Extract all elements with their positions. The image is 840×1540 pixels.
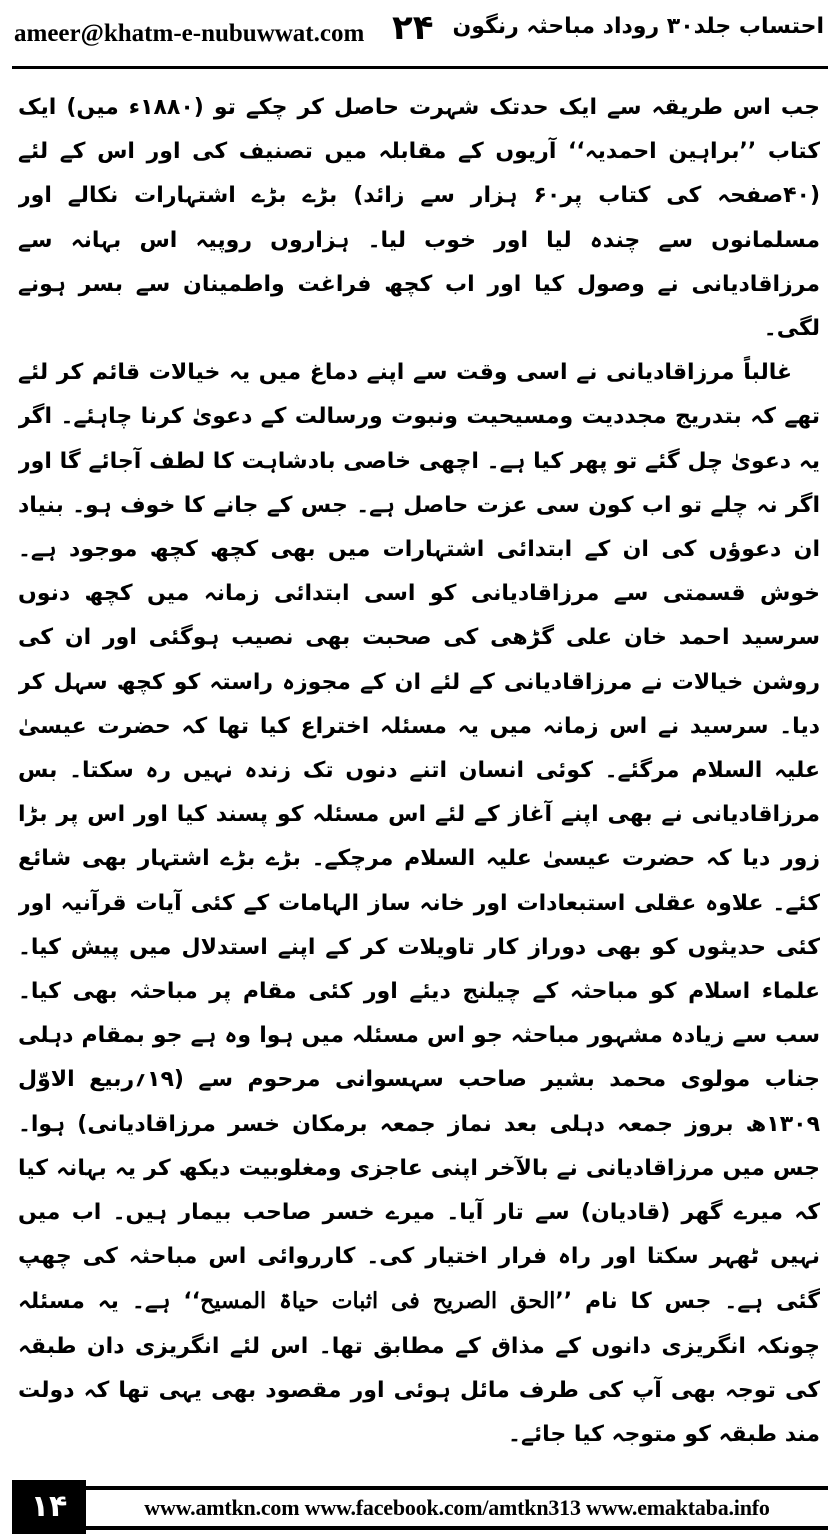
header-page-number: ۲۴	[392, 8, 434, 48]
page-header	[0, 0, 840, 70]
paragraph-2-continuation: ‘‘ ہے۔ یہ مسئلہ چونکہ انگریزی دانوں کے مذاق کے مطابق تھا۔ اس لئے انگریزی دان طبقہ کی توجہ بھی آپ کی طرف مائل ہوئی اور مقصود بھی یہی تھا کہ دولت مند طبقہ کو متوجہ کیا جائے۔	[18, 1289, 820, 1448]
paragraph-1: جب اس طریقہ سے ایک حدتک شہرت حاصل کر چکے تو (۱۸۸۰ء میں) ایک کتاب ’’براہین احمدیہ‘‘ آریوں کے مقابلہ میں تصنیف کی اور اس کے لئے (۴۰صفحہ کی کتاب پر۶۰ ہزار سے زائد) بڑے بڑے اشتہارات نکالے اور مسلمانوں سے چندہ لیا اور خوب لیا۔ ہزاروں روپیہ اس بہانہ سے مرزاقادیانی نے وصول کیا اور اب کچھ فراغت واطمینان سے بسر ہونے لگی۔	[18, 95, 820, 342]
book-title-phrase: الحق الصریح فی اثبات حیاۃ المسیح	[200, 1288, 556, 1315]
footer-links: www.amtkn.com www.facebook.com/amtkn313 www.emaktaba.info	[144, 1495, 770, 1520]
page-footer	[0, 1478, 840, 1540]
header-email: ameer@khatm-e-nubuwwat.com	[14, 20, 365, 47]
article-body	[18, 86, 820, 1450]
header-divider	[12, 66, 828, 69]
footer-links-band	[86, 1486, 828, 1530]
paragraph-2-text: غالباً مرزاقادیانی نے اسی وقت سے اپنے دماغ میں یہ خیالات قائم کر لئے تھے کہ بتدریج مجددیت ومسیحیت ونبوت ورسالت کے دعویٰ کرنا چاہئے۔ اگر یہ دعویٰ چل گئے تو پھر کیا ہے۔ اچھی خاصی بادشاہت کا لطف آجائے گا اور اگر نہ چلے تو اب کون سی عزت حاصل ہے۔ جس کے جانے کا خوف ہو۔ بنیاد ان دعوؤں کی ان کے ابتدائی اشتہارات میں بھی کچھ کچھ موجود ہے۔ خوش قسمتی سے مرزاقادیانی کو اسی ابتدائی زمانہ میں کچھ دنوں سرسید احمد خان علی گڑھی کی صحبت بھی نصیب ہوگئی اور ان کی روشن خیالات نے مرزاقادیانی کے لئے ان کے مجوزہ راستہ کو کچھ سہل کر دیا۔ سرسید نے اس زمانہ میں یہ مسئلہ اختراع کیا تھا کہ حضرت عیسیٰ علیہ السلام مرگئے۔ کوئی انسان اتنے دنوں تک زندہ نہیں رہ سکتا۔ بس مرزاقادیانی نے بھی اپنے آغاز کے لئے اس مسئلہ کو پسند کیا اور اس پر بڑا زور دیا کہ حضرت عیسیٰ علیہ السلام مرچکے۔ بڑے بڑے اشتہار بھی شائع کئے۔ علاوہ عقلی استبعادات اور خانہ ساز الہامات کے کئی آیات قرآنیہ اور کئی حدیثوں کو بھی دوراز کار تاویلات کر کے اپنے استدلال میں پیش کیا۔ علماء اسلام کو مباحثہ کے چیلنج دیئے اور کئی مقام پر مباحثہ بھی کیا۔ سب سے زیادہ مشہور مباحثہ جو اس مسئلہ میں ہوا وہ ہے جو بمقام دہلی جناب مولوی محمد بشیر صاحب سہسوانی مرحوم سے (۱۹؍ربیع الاوّل ۱۳۰۹ھ بروز جمعہ دہلی بعد نماز جمعہ برمکان خسر مرزاقادیانی) ہوا۔ جس میں مرزاقادیانی نے بالآخر اپنی عاجزی ومغلوبیت دیکھ کر یہ بہانہ کیا کہ میرے گھر (قادیان) سے تار آیا۔ میرے خسر صاحب بیمار ہیں۔ اب میں نہیں ٹھہر سکتا اور راہ فرار اختیار کی۔ کارروائی اس مباحثہ کی چھپ گئی ہے۔ جس کا نام ’’	[18, 360, 820, 1315]
header-title: احتساب جلد۳۰ روداد مباحثہ رنگون	[452, 14, 824, 39]
paragraph-2	[18, 351, 820, 1450]
footer-page-number: ۱۴	[12, 1480, 86, 1534]
